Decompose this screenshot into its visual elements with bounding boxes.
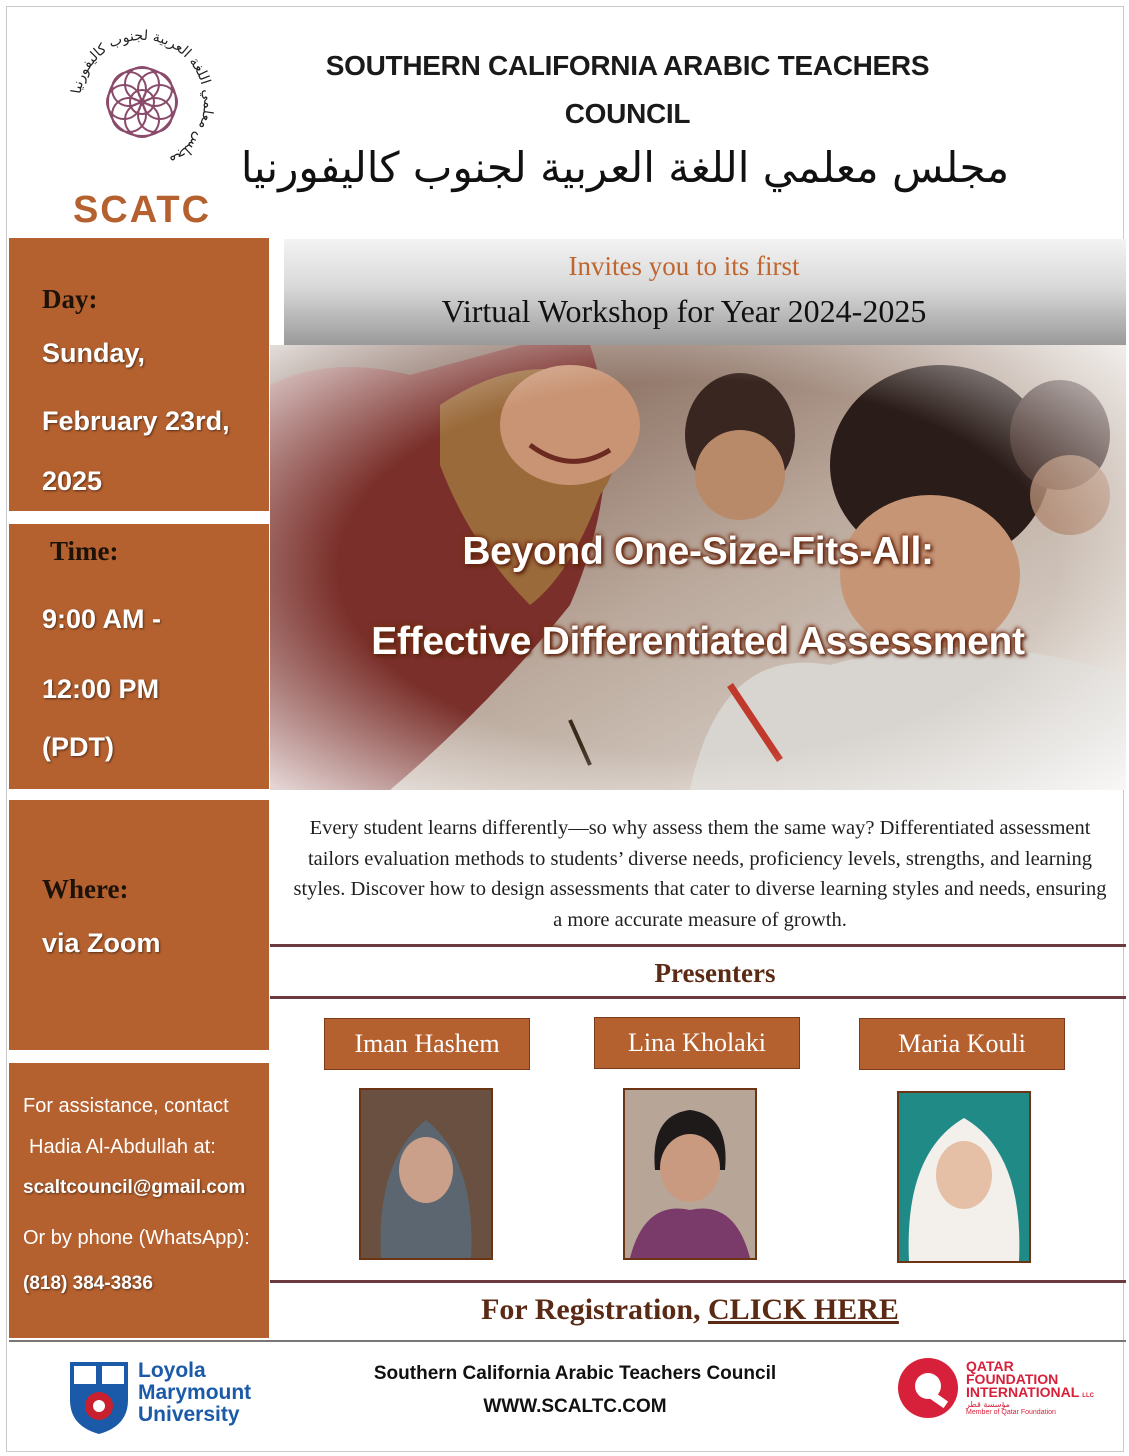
time-value-3: (PDT) (42, 732, 114, 762)
day-value-3: 2025 (42, 466, 103, 496)
lmu-line-2: Marymount (138, 1381, 252, 1404)
title-line-2: COUNCIL (564, 98, 691, 129)
presenter-name-1: Iman Hashem (324, 1018, 530, 1070)
invite-banner (284, 239, 1126, 345)
where-block (9, 800, 269, 1050)
footer-org-name: Southern California Arabic Teachers Council (373, 1363, 777, 1384)
day-value-2: February 23rd, (42, 406, 230, 436)
where-value: via Zoom (42, 928, 161, 958)
registration-link[interactable]: CLICK HERE (708, 1293, 899, 1326)
time-label: Time: (50, 536, 119, 566)
presenter-photo-2 (623, 1088, 757, 1260)
qfi-member: Member of Qatar Foundation (966, 1409, 1056, 1416)
contact-email[interactable]: scaltcouncil@gmail.com (23, 1177, 246, 1198)
divider (270, 1280, 1126, 1283)
qfi-llc: LLC (1082, 1393, 1094, 1399)
presenter-photo-3 (897, 1091, 1031, 1263)
time-block (9, 524, 269, 789)
divider (270, 944, 1126, 947)
time-value-2: 12:00 PM (42, 674, 160, 704)
registration-prefix: For Registration, (481, 1293, 701, 1326)
workshop-title: Virtual Workshop for Year 2024-2025 (441, 293, 927, 329)
presenter-photo-1 (359, 1088, 493, 1260)
divider (270, 996, 1126, 999)
qfi-arabic: مؤسسة قطر (966, 1400, 1010, 1409)
logo-abbr: SCATC (72, 189, 212, 231)
lmu-shield-icon (68, 1360, 130, 1436)
contact-block (9, 1063, 269, 1338)
qfi-line-1: QATAR (966, 1358, 1014, 1374)
scatc-logo (62, 22, 222, 232)
arabic-title: مجلس معلمي اللغة العربية لجنوب كاليفورنيا (240, 143, 1010, 192)
logo-ring-text: مجلس معلمي اللغة العربية لجنوب كاليفورنيا (68, 27, 217, 169)
qfi-q-icon (896, 1356, 960, 1420)
qfi-logo (896, 1356, 1116, 1426)
time-value-1: 9:00 AM - (42, 604, 162, 634)
registration-line (270, 1293, 1110, 1327)
title-line-1: SOUTHERN CALIFORNIA ARABIC TEACHERS (325, 50, 930, 81)
qfi-line-2: FOUNDATION (966, 1371, 1059, 1387)
footer-website[interactable]: WWW.SCALTC.COM (483, 1396, 667, 1417)
workshop-description: Every student learns differently—so why assess them the same way? Differentiated assessment tailors evaluation methods to students’ diverse needs, proficiency levels, strengths, and learning styles. Discover how to design assessments that cater to diverse learning styles and needs, ensuring a more accurate measure of growth. (293, 817, 1107, 931)
contact-line-2: Hadia Al-Abdullah at: (29, 1136, 216, 1158)
presenters-heading: Presenters (654, 958, 776, 988)
lmu-logo (68, 1360, 278, 1440)
footer-divider (9, 1340, 1126, 1342)
contact-phone[interactable]: (818) 384-3836 (23, 1273, 153, 1294)
classroom-photo (270, 345, 1126, 790)
headline-line-2: Effective Differentiated Assessment (371, 620, 1025, 663)
contact-line-3: Or by phone (WhatsApp): (23, 1227, 250, 1249)
contact-line-1: For assistance, contact (23, 1095, 229, 1117)
day-value-1: Sunday, (42, 338, 146, 368)
rosette-icon (62, 22, 222, 232)
lmu-line-3: University (138, 1403, 240, 1426)
where-label: Where: (42, 874, 129, 904)
qfi-line-3: INTERNATIONAL (966, 1384, 1080, 1400)
page-title (280, 42, 975, 138)
presenter-name-3: Maria Kouli (859, 1018, 1065, 1070)
lmu-line-1: Loyola (138, 1359, 206, 1382)
headline-line-1: Beyond One-Size-Fits-All: (462, 530, 934, 573)
day-label: Day: (42, 284, 98, 314)
day-block (9, 238, 269, 511)
invite-text: Invites you to its first (568, 251, 800, 281)
presenter-name-2: Lina Kholaki (594, 1017, 800, 1069)
